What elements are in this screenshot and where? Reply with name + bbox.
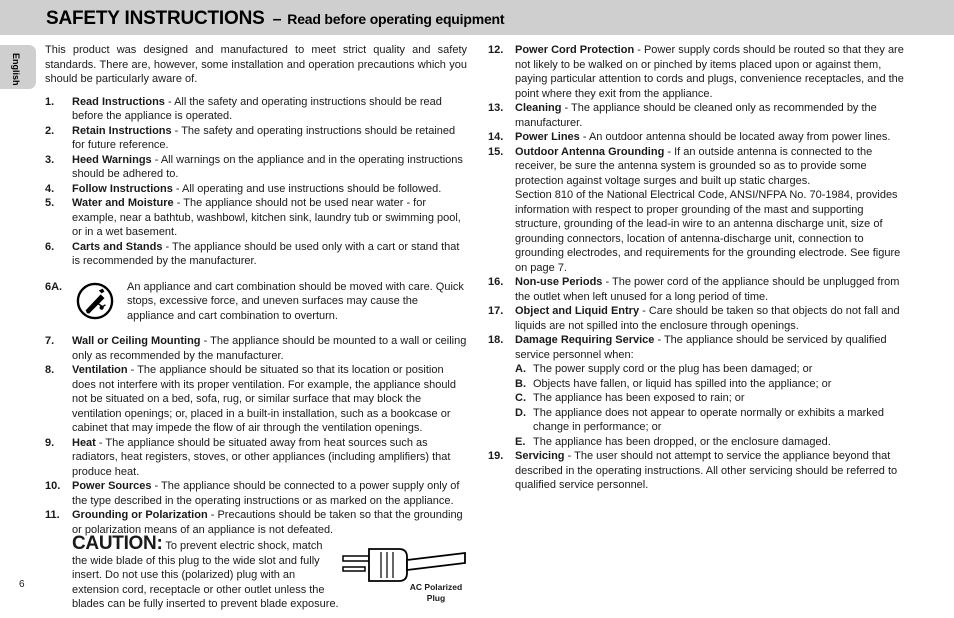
item-title: Servicing [515,450,565,462]
page-subtitle: Read before operating equipment [287,11,505,27]
item-number: 17. [488,305,504,317]
sub-item-text: The appliance has been exposed to rain; or [533,392,745,404]
sub-item-text: Objects have fallen, or liquid has spilled into the appliance; or [533,377,832,390]
item-text: - If an outside antenna is connected to the receiver, be sure the antenna system is grounded so as to provide some protection against voltage surges and built up static charges. [515,145,873,187]
instruction-item [488,130,910,145]
item-title: Heed Warnings [72,153,152,166]
instruction-item [45,153,467,182]
item-title: Power Cord Protection [515,44,635,56]
item-title: Power Sources [72,480,152,492]
instruction-item [488,145,910,276]
sub-item-text: The appliance has been dropped, or the enclosure damaged. [533,435,831,448]
instruction-item [488,449,910,493]
instruction-item-6a [45,280,467,324]
item-text: - The user should not attempt to service the appliance beyond that described in the operating instructions. All other servicing should be referred to qualified service personnel. [515,450,898,491]
item-number: 9. [45,436,55,449]
item-extra-text: Section 810 of the National Electrical Code, ANSI/NFPA No. 70-1984, provides information with respect to proper grounding of the mast and supporting structure, grounding of the lead-in wire to an antenna discharge unit, size of grounding connectors, location of antenna-discharge unit, connection to grounding electrodes, and requirements for the grounding electrode. See figure on page 7. [515,189,901,274]
item-title: Heat [72,436,96,449]
instruction-item [488,304,910,333]
item-text: - The appliance should be serviced by qualified service personnel when: [515,334,887,361]
sub-item [515,391,910,406]
instruction-item [45,240,467,269]
sub-item [515,377,910,392]
item-number: 14. [488,131,504,143]
item-title: Damage Requiring Service [515,334,655,346]
item-text: - The appliance should not be used near water - for example, near a bathtub, washbowl, kitchen sink, laundry tub or swimming pool, or in a wet basement. [72,197,461,238]
item-title: Cleaning [515,102,562,114]
sub-item-text: The power supply cord or the plug has been damaged; or [533,363,813,375]
item-title: Power Lines [515,131,580,143]
sub-item-letter: A. [515,363,526,375]
item-text: - Power supply cords should be routed so that they are not likely to be walked on or pinched by items placed upon or against them, paying particular attention to cords and plugs, convenience receptacles, and the point where they exit from the appliance. [515,44,904,100]
intro-paragraph: This product was designed and manufactured to meet strict quality and safety standards. There are, however, some installation and operation precautions which you should be particularly aware of. [45,44,467,85]
instruction-item [45,95,467,124]
item-number: 7. [45,335,55,347]
item-number: 19. [488,450,504,462]
item-title: Water and Moisture [72,197,174,209]
item-title: Ventilation [72,364,128,376]
item-text: - The power cord of the appliance should be unplugged from the outlet when left unused for a long period of time. [515,276,900,303]
instruction-item [45,436,467,480]
sub-item-letter: D. [515,406,526,419]
item-title: Non-use Periods [515,276,603,288]
item-number: 6. [45,240,55,253]
polarized-plug-figure [341,543,467,609]
page-title: SAFETY INSTRUCTIONS – Read before operating equipment [46,8,505,29]
item-text: - The appliance should be connected to a power supply only of the type described in the operating instructions or as marked on the appliance. [72,480,460,507]
item-number: 13. [488,102,504,114]
item-title: Retain Instructions [72,124,172,137]
item-number: 4. [45,182,55,195]
item-text: - Precautions should be taken so that the grounding or polarization means of an appliance is not defeated. [72,509,463,536]
item-text: - The appliance should be situated so that its location or position does not interfere with its proper ventilation. For example, the appliance should not be situated on a bed, sofa, rug, or similar surface that may block the ventilation openings; or, placed in a built-in installation, such as a bookcase or cabinet that may impede the flow of air through the ventilation openings. [72,364,456,434]
title-separator: – [272,11,282,28]
item-title: Wall or Ceiling Mounting [72,335,201,347]
page-number: 6 [19,579,25,590]
item-text: - All operating and use instructions should be followed. [172,182,442,195]
caution-text [72,533,340,612]
instruction-item [488,333,910,449]
sub-item-text: The appliance does not appear to operate normally or exhibits a marked change in performance; or [533,406,884,433]
language-tab [0,45,36,89]
item-text: - All the safety and operating instructions should be read before the appliance is operated. [72,95,442,122]
instruction-item [488,101,910,130]
sub-item [515,362,910,377]
item-number: 5. [45,197,55,209]
item-title: Outdoor Antenna Grounding [515,145,665,158]
instruction-item [488,43,910,101]
item-text: - An outdoor antenna should be located away from power lines. [579,131,891,143]
sub-item-letter: E. [515,435,526,448]
item-title: Object and Liquid Entry [515,305,640,317]
item-title: Read Instructions [72,95,165,108]
instruction-item [45,479,467,508]
item-text: - The appliance should be cleaned only as recommended by the manufacturer. [515,102,877,129]
item-number: 6A. [45,280,63,293]
item-text: - The safety and operating instructions should be retained for future reference. [72,124,456,151]
right-column [488,43,910,493]
item-text: - Care should be taken so that objects do not fall and liquids are not spilled into the enclosure through openings. [515,305,900,332]
instruction-item [45,124,467,153]
sub-item [515,406,910,435]
item-text: - All warnings on the appliance and in the operating instructions should be adhered to. [72,153,463,180]
item-text: - The appliance should be used only with a cart or stand that is recommended by the manufacturer. [72,240,460,267]
instruction-item [488,275,910,304]
instruction-item [45,182,467,197]
item-number: 16. [488,276,504,288]
caution-body: To prevent electric shock, match the wide blade of this plug to the wide slot and fully insert. Do not use this (polarized) plug with an extension cord, receptacle or other outlet unless the blades can be fully inserted to prevent blade exposure. [72,540,339,610]
item-title: Follow Instructions [72,182,173,195]
item-text: An appliance and cart combination should be moved with care. Quick stops, excessive force, and uneven surfaces may cause the appliance and cart combination to overturn. [127,280,464,322]
item-number: 10. [45,480,61,492]
plug-caption: AC Polarized Plug [409,582,463,603]
item-number: 12. [488,44,504,56]
instruction-item [45,334,467,363]
header-bar [0,0,954,35]
item-number: 1. [45,95,55,108]
sub-item-letter: C. [515,392,526,404]
item-number: 11. [45,509,60,521]
cart-tip-over-warning-icon [76,282,114,320]
instruction-item [45,196,467,240]
sub-item-letter: B. [515,377,526,390]
item-title: Grounding or Polarization [72,509,208,521]
item-number: 2. [45,124,55,137]
item-title: Carts and Stands [72,240,163,253]
instruction-item [45,363,467,436]
caution-block [45,533,467,615]
item-text: - The appliance should be mounted to a wall or ceiling only as recommended by the manufacturer. [72,335,467,362]
language-tab-label: English [11,53,21,86]
item-text: - The appliance should be situated away from heat sources such as radiators, heat registers, stoves, or other appliances (including amplifiers) that produce heat. [72,436,451,478]
left-column [45,43,467,615]
polarized-plug-icon [341,543,467,583]
item-number: 3. [45,153,55,166]
caution-heading: CAUTION: [72,533,163,554]
item-number: 15. [488,145,504,158]
item-number: 18. [488,334,504,346]
sub-item [515,435,910,450]
item-number: 8. [45,364,55,376]
